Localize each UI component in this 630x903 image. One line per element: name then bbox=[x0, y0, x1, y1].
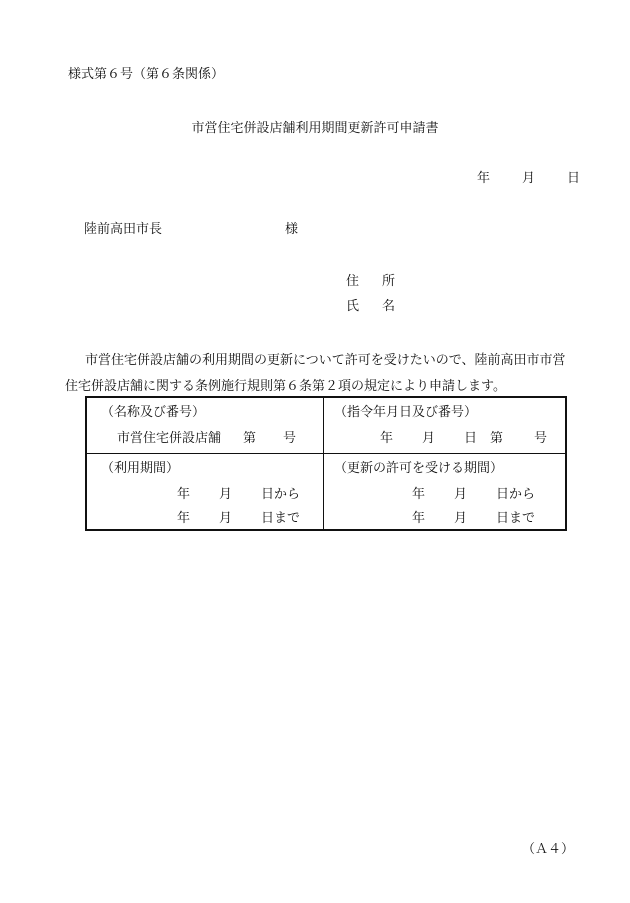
name-label-b: 名 bbox=[382, 299, 396, 314]
name-label-a: 氏 bbox=[346, 299, 360, 314]
directive-dai: 第 bbox=[490, 431, 504, 446]
date-year: 年 bbox=[476, 171, 490, 186]
store-name-cell bbox=[86, 397, 324, 454]
date-line bbox=[477, 172, 580, 185]
period-to-day: 日まで bbox=[261, 511, 301, 526]
paper-size-label: （Ａ４） bbox=[521, 842, 574, 857]
document-title: 市営住宅併設店舗利用期間更新許可申請書 bbox=[191, 121, 439, 136]
addressee: 陸前高田市長 bbox=[84, 222, 163, 237]
store-name-header: （名称及び番号） bbox=[101, 405, 206, 420]
directive-header: （指令年月日及び番号） bbox=[334, 405, 478, 420]
body-text bbox=[65, 348, 585, 400]
directive-day: 日 bbox=[464, 431, 478, 446]
store-number-go: 号 bbox=[283, 431, 297, 446]
period-from-month: 月 bbox=[219, 487, 233, 502]
period-from-day: 日から bbox=[261, 487, 301, 502]
period-from-year: 年 bbox=[177, 487, 191, 502]
body-line-2: 住宅併設店舗に関する条例施行規則第６条第２項の規定により申請します。 bbox=[65, 379, 506, 394]
period-header: （利用期間） bbox=[101, 461, 180, 476]
address-label-b: 所 bbox=[382, 274, 396, 289]
store-number-dai: 第 bbox=[243, 431, 257, 446]
renewal-from-year: 年 bbox=[412, 487, 426, 502]
renewal-cell bbox=[324, 454, 567, 531]
date-month: 月 bbox=[521, 171, 535, 186]
renewal-header: （更新の許可を受ける期間） bbox=[334, 461, 504, 476]
form-number: 様式第６号（第６条関係） bbox=[68, 67, 225, 82]
body-line-1: 市営住宅併設店舗の利用期間の更新について許可を受けたいので、陸前高田市市営 bbox=[85, 353, 566, 368]
renewal-to-month: 月 bbox=[454, 511, 468, 526]
date-day: 日 bbox=[566, 171, 580, 186]
renewal-from-day: 日から bbox=[496, 487, 536, 502]
applicant-name-label bbox=[346, 300, 398, 313]
period-to-month: 月 bbox=[219, 511, 233, 526]
directive-year: 年 bbox=[380, 431, 394, 446]
renewal-from-month: 月 bbox=[454, 487, 468, 502]
period-to-year: 年 bbox=[177, 511, 191, 526]
application-table bbox=[85, 396, 567, 531]
renewal-to-day: 日まで bbox=[496, 511, 536, 526]
directive-cell bbox=[324, 397, 567, 454]
renewal-to-year: 年 bbox=[412, 511, 426, 526]
store-name-value: 市営住宅併設店舗 bbox=[117, 431, 222, 446]
honorific: 様 bbox=[285, 222, 299, 237]
applicant-address-label bbox=[346, 275, 398, 288]
address-label-a: 住 bbox=[346, 274, 360, 289]
directive-go: 号 bbox=[534, 431, 548, 446]
directive-month: 月 bbox=[422, 431, 436, 446]
period-cell bbox=[86, 454, 324, 531]
